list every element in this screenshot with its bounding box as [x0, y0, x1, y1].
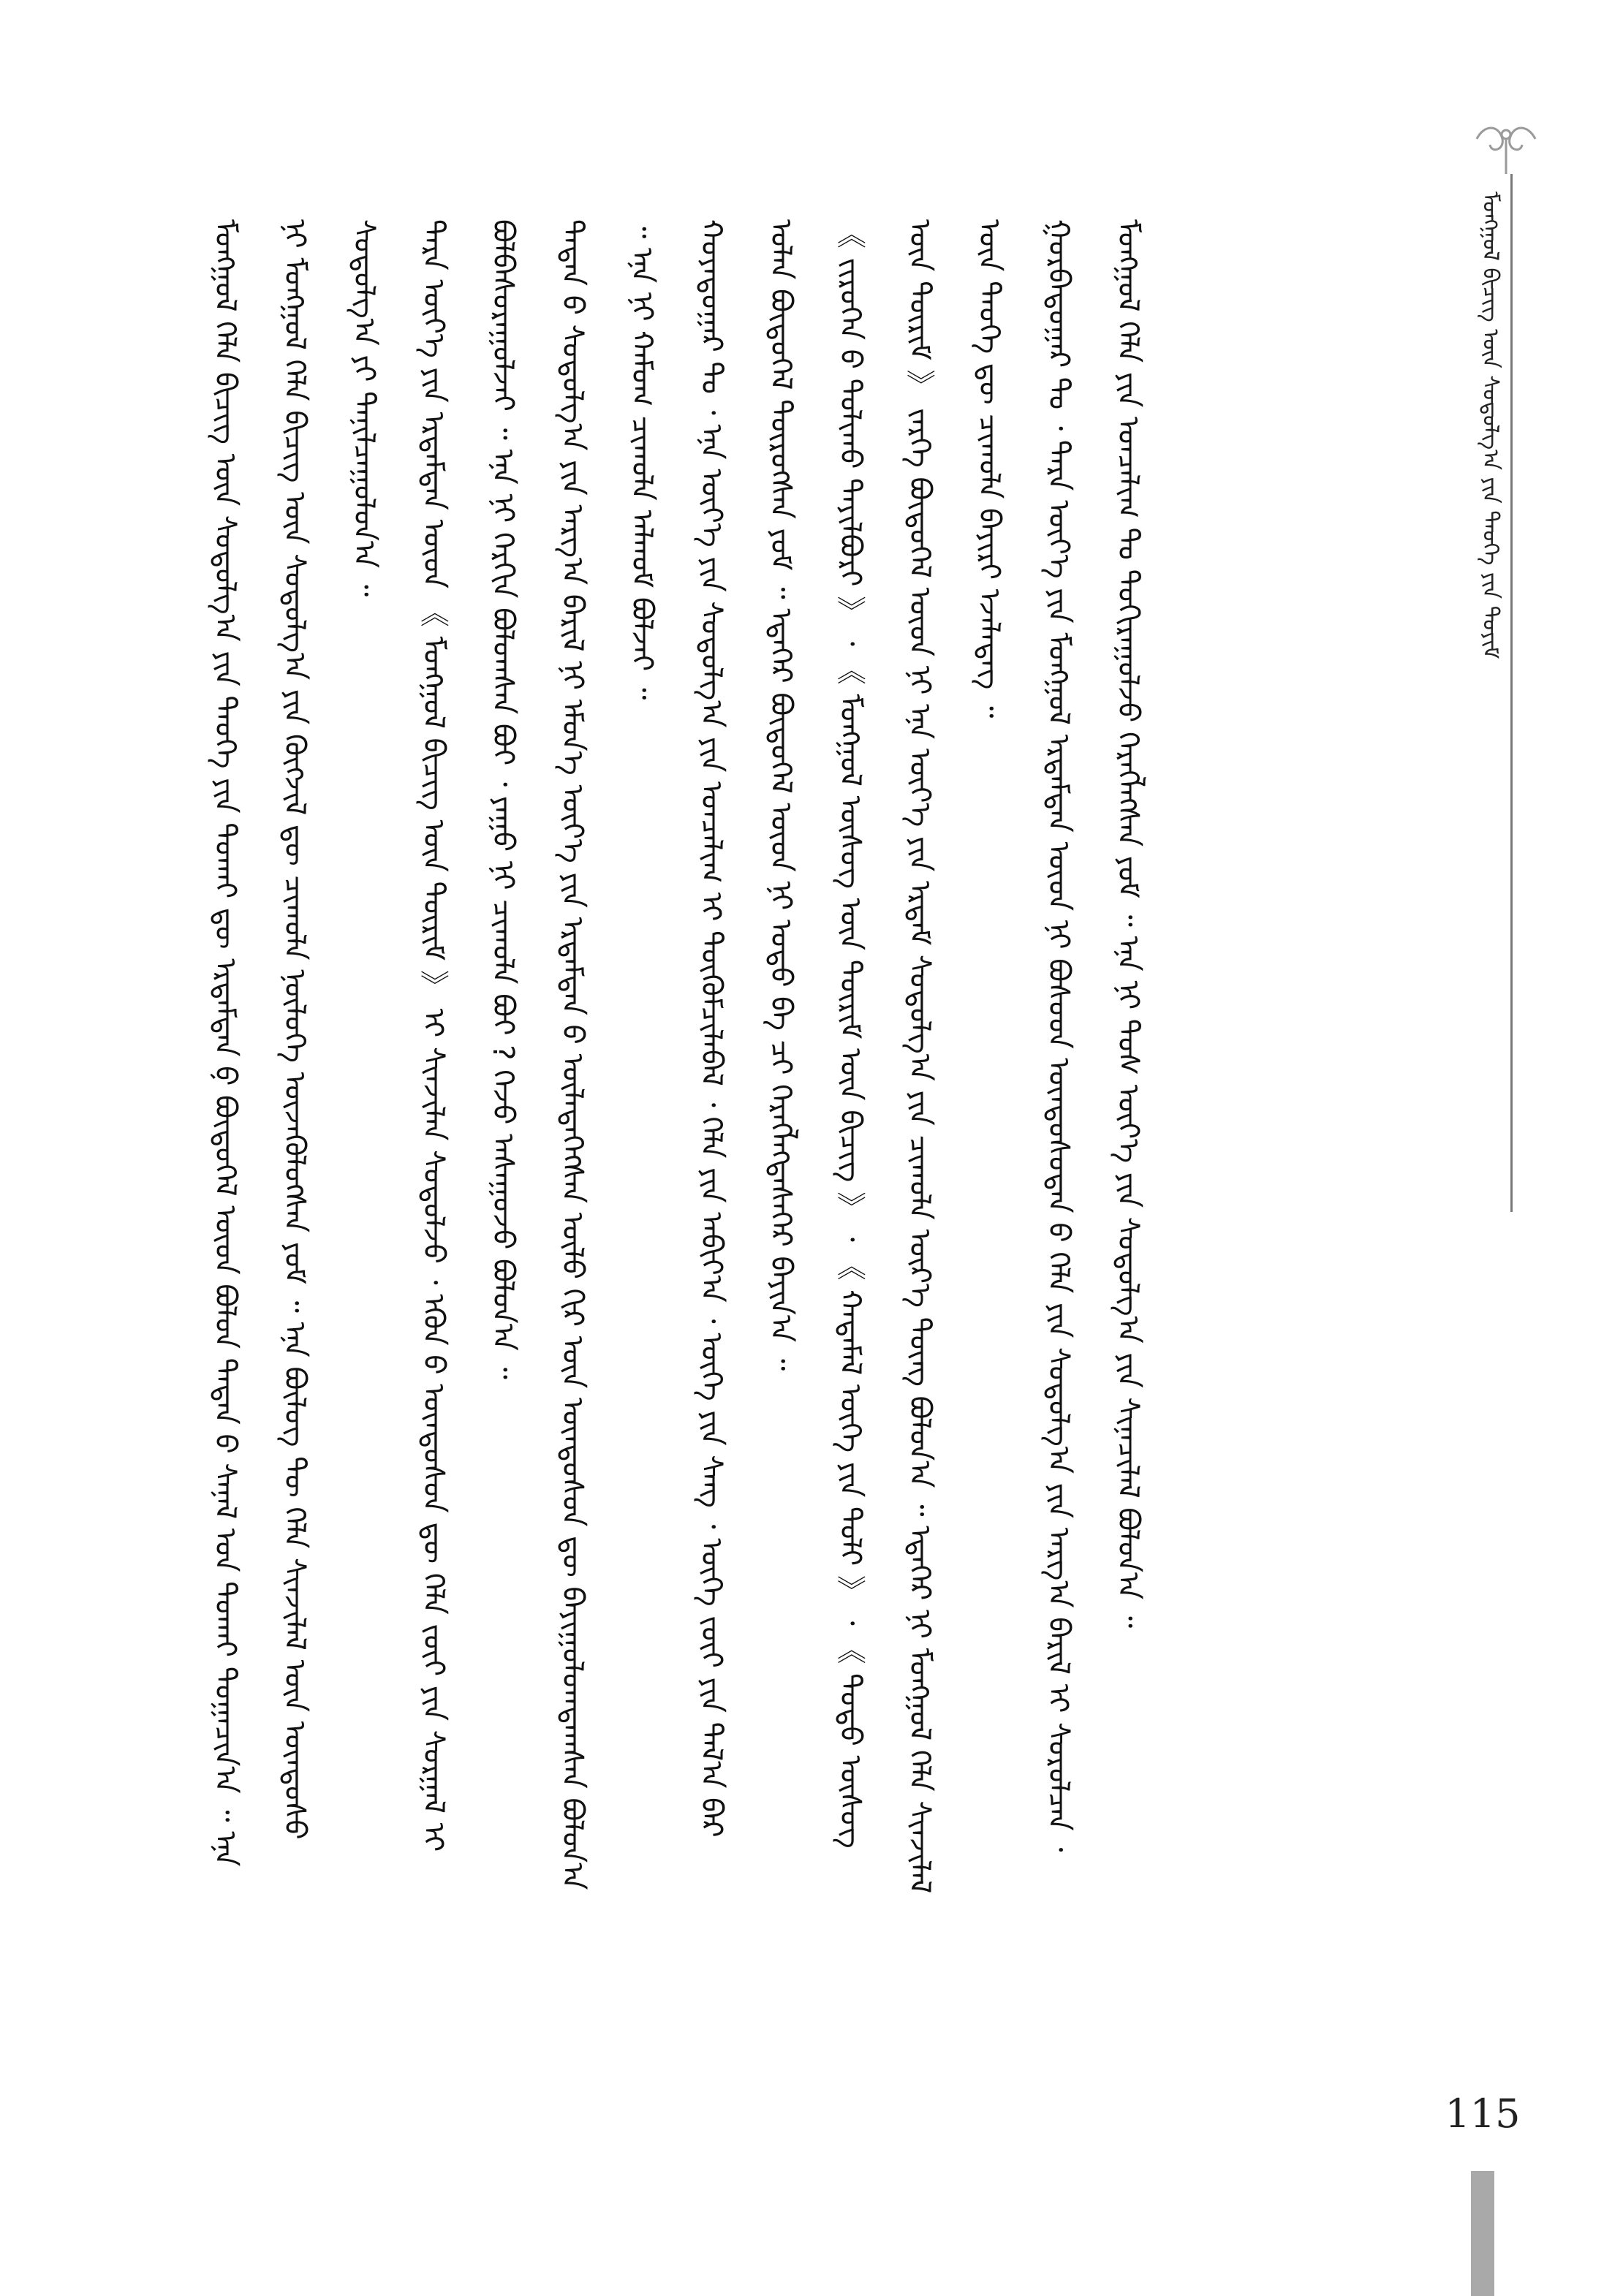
- page-number: 115: [1445, 2091, 1521, 2137]
- paragraph: ᠬᠣᠶᠠᠳᠤᠭᠠᠷ ᠲᠤ ᠂ ᠡᠨᠡ ᠦᠶ᠎ᠡ ᠶᠢᠨ ᠰᠤᠳᠤᠯᠭ᠎ᠠ ᠶᠢᠨ ᠣᠨᠴᠠᠯᠢᠭ ᠢ ᠳᠦᠭᠦᠮᠴᠢᠯᠡᠪᠡᠯ ᠂ ᠬᠡᠯᠡ ᠶᠢᠨ ᠠᠪᠢᠶ᠎ᠠ ᠂ ᠦᠭᠡ ᠶᠢᠨ ᠰᠠᠩ ᠂ ᠦᠭᠡ ᠵᠦᠢ ᠶᠢᠨ ᠲᠠᠯ᠎ᠠ ᠪᠠᠷ ᠣᠯᠠᠨ ᠪᠦᠲᠦᠭᠡᠯ ᠲᠦᠷᠦᠭᠰᠡᠨ ᠶᠤᠮ ᠃ ᠡᠳᠡᠭᠡᠷ ᠪᠦᠲᠦᠭᠡᠯ ᠦᠳ ᠨᠢ ᠣᠳᠣ ᠪᠠ ᠴᠢ ᠬᠡᠷᠡᠭᠯᠡᠭᠳᠡᠰᠡᠭᠡᠷ ᠪᠠᠶᠢᠨ᠎ᠠ ᠃: [695, 219, 798, 1838]
- paragraph: ᠲᠡᠳᠡᠨ ᠦ᠌ ᠰᠤᠳᠤᠯᠭ᠎ᠠ ᠶᠢᠨ ᠠᠷᠭ᠎ᠠ ᠪᠠᠷᠢᠯ ᠨᠢ ᠡᠮᠦᠨ᠎ᠡ ᠦᠶ᠎ᠡ ᠶᠢᠨ ᠡᠷᠳᠡᠮᠲᠡᠨ ᠦ᠌ ᠦᠯᠡᠳᠡᠭᠡᠭᠰᠡᠨ ᠦᠯᠦ ᠬᠢᠷ ᠦᠨ ᠦᠨᠳᠦᠰᠦᠨ ᠳᠦ ᠪᠠᠶᠢᠭᠤᠯᠤᠭᠳᠠᠭᠰᠠᠨ ᠪᠣᠯᠤᠨ᠎ᠠ ᠃ ᠡᠨᠡ ᠨᠢ ᠬᠠᠮᠤᠭ ᠴᠢᠬᠤᠯᠠ ᠠᠯᠬᠤᠮ ᠪᠣᠯᠵᠠᠢ ᠃: [556, 219, 659, 1890]
- paragraph: ᠮᠣᠩᠭᠣᠯ ᠬᠡᠯᠡ ᠪᠢᠴᠢᠭ᠌ ᠦᠨ ᠰᠤᠳᠤᠯᠭ᠎ᠠ ᠶᠢᠨ ᠲᠡᠦᠬᠡ ᠶᠢᠨ ᠲᠤᠬᠠᠢ ᠳᠦ ᠡᠷᠳᠡᠮᠲᠡᠨ ᠦ᠍ ᠪᠦᠲᠦᠭᠡᠯ ᠦᠳ ᠪᠣᠯᠤᠨ ᠲᠡᠳᠡᠨ ᠦ᠌ ᠰᠠᠨᠠᠯ ᠤᠨ ᠲᠤᠬᠠᠢ ᠲᠣᠭᠠᠴᠢᠨ᠎ᠠ ᠃ ᠡᠨᠡ ᠨᠢ ᠮᠣᠩᠭᠣᠯ ᠬᠡᠯᠡ ᠪᠢᠴᠢᠭ᠌ ᠦᠨ ᠰᠤᠳᠤᠯᠭ᠎ᠠ ᠶᠢᠨ ᠬᠥᠭᠵᠢᠯ ᠳᠦ ᠴᠢᠬᠤᠯᠠ ᠨᠥᠯᠦᠭᠡ ᠦᠵᠡᠭᠦᠯᠦᠭᠰᠡᠨ ᠶᠤᠮ ᠃ ᠡᠨᠡ ᠪᠦᠯᠦᠭ ᠲᠦ ᠬᠡᠯᠡ ᠰᠢᠨᠵᠢᠯᠡᠯ ᠦᠨ ᠦᠨᠳᠦᠰᠦ ᠰᠤᠳᠤᠯᠭ᠎ᠠ ᠶᠢ ᠲᠠᠨᠢᠯᠴᠠᠭᠤᠯᠤᠨ᠎ᠠ ᠃: [208, 219, 381, 1867]
- side-tab: [1471, 2171, 1494, 2296]
- body-text: [190, 219, 1433, 1901]
- paragraph: ᠲᠡᠷᠡ ᠦᠶ᠎ᠡ ᠶᠢᠨ ᠡᠷᠳᠡᠮᠲᠡᠨ ᠦᠳ 《 ᠮᠣᠩᠭᠣᠯ ᠪᠢᠴᠢᠭ᠌ ᠦᠨ ᠳᠦᠷᠢᠮ 》 ᠢ ᠰᠢᠨᠵᠢᠯᠡᠨ ᠰᠤᠳᠤᠯᠵᠤ ᠂ ᠡᠭᠦᠨ ᠦ᠌ ᠦᠨᠳᠦᠰᠦᠨ ᠳᠦ ᠬᠡᠯᠡ ᠵᠦᠢ ᠶᠢᠨ ᠰᠤᠷᠭᠠᠯ ᠢ ᠪᠣᠯᠪᠠᠰᠤᠷᠠᠭᠤᠯᠵᠠᠢ ᠃ ᠡᠨᠡ ᠨᠢ ᠬᠡᠷᠬᠢᠨ ᠪᠣᠯᠤᠭᠰᠠᠨ ᠪᠤᠢ ᠂ ᠶᠠᠭᠤ ᠨᠢ ᠴᠢᠬᠤᠯᠠ ᠪᠤᠢ ? ᠭᠡᠵᠦ ᠠᠰᠠᠭᠤᠵᠤ ᠪᠣᠯᠤᠨ᠎ᠠ ᠃: [417, 219, 520, 1852]
- paragraph: ᠭᠤᠷᠪᠠᠳᠤᠭᠠᠷ ᠲᠤ ᠂ ᠲᠡᠷᠡ ᠦᠶ᠎ᠡ ᠶᠢᠨ ᠮᠣᠩᠭᠣᠯ ᠡᠷᠳᠡᠮᠲᠡᠨ ᠦᠳ ᠨᠢ ᠪᠤᠰᠤᠳ ᠦᠨᠳᠦᠰᠦᠲᠡᠨ ᠦ᠌ ᠬᠡᠯᠡ ᠶᠢᠨ ᠰᠤᠳᠤᠯᠭ᠎ᠠ ᠶᠢᠨ ᠠᠷᠭ᠎ᠠ ᠪᠠᠷᠢᠯ ᠢ ᠰᠤᠷᠤᠯᠴᠠᠨ ᠂ ᠮᠣᠩᠭᠣᠯ ᠬᠡᠯᠡ ᠶᠢᠨ ᠣᠨᠴᠠᠯᠢᠭ ᠲᠤ ᠲᠣᠬᠢᠷᠠᠭᠤᠯᠵᠤ ᠬᠡᠷᠡᠭᠯᠡᠭᠰᠡᠨ ᠶᠤᠮ ᠃ ᠡᠨᠡ ᠨᠢ ᠲᠤᠰ ᠦᠶ᠎ᠡ ᠶᠢᠨ ᠰᠤᠳᠤᠯᠭ᠎ᠠ ᠶᠢᠨ ᠰᠢᠨᠡᠴᠢᠯᠡᠯ ᠪᠣᠯᠤᠨ᠎ᠠ ᠃: [1042, 219, 1145, 1852]
- paragraph: 《 ᠵᠢᠷᠦᠬᠡᠨ ᠦ᠌ ᠲᠤᠯᠢᠬᠤ ᠲᠠᠶᠢᠯᠪᠤᠷᠢ 》 ᠂ 《 ᠮᠣᠩᠭᠣᠯ ᠦᠰᠦᠭ ᠦᠨ ᠳᠦᠷᠢᠮ ᠦᠨ ᠪᠢᠴᠢᠭ᠌ 》 ᠂ 《 ᠬᠠᠳᠠᠮᠠᠯ ᠦᠭᠡ ᠶᠢᠨ ᠲᠣᠯᠢ 》 ᠂ 《 ᠲᠣᠳᠣ ᠦᠰᠦᠭ ᠦᠨ ᠳᠦᠷᠢᠮ 》 ᠵᠡᠷᠭᠡ ᠪᠦᠲᠦᠭᠡᠯ ᠦᠳ ᠨᠢ ᠡᠨᠡ ᠦᠶ᠎ᠡ ᠶᠢᠨ ᠡᠷᠳᠡᠮ ᠰᠤᠳᠤᠯᠭ᠎ᠠ ᠶᠢᠨ ᠴᠢᠬᠤᠯᠠ ᠦᠷ᠎ᠡ ᠳᠦᠩ ᠪᠣᠯᠤᠨ᠎ᠠ ᠃ ᠡᠳᠡᠭᠡᠷ ᠨᠢ ᠮᠣᠩᠭᠣᠯ ᠬᠡᠯᠡ ᠰᠢᠨᠵᠢᠯᠡᠯ ᠦᠨ ᠲᠡᠦᠬᠡ ᠳᠦ ᠴᠢᠬᠤᠯᠠ ᠪᠠᠶᠢᠷᠢ ᠡᠵᠡᠯᠡᠳᠡᠭ ᠃: [833, 219, 1006, 1894]
- running-title: ᠮᠣᠩᠭᠣᠯ ᠪᠢᠴᠢᠭ᠌ ᠦᠨ ᠰᠤᠳᠤᠯᠭ᠎ᠠ ᠶᠢᠨ ᠲᠡᠦᠬᠡ ᠶᠢᠨ ᠲᠣᠶᠢᠮ: [1478, 192, 1503, 659]
- flourish-ornament-icon: [1469, 117, 1543, 175]
